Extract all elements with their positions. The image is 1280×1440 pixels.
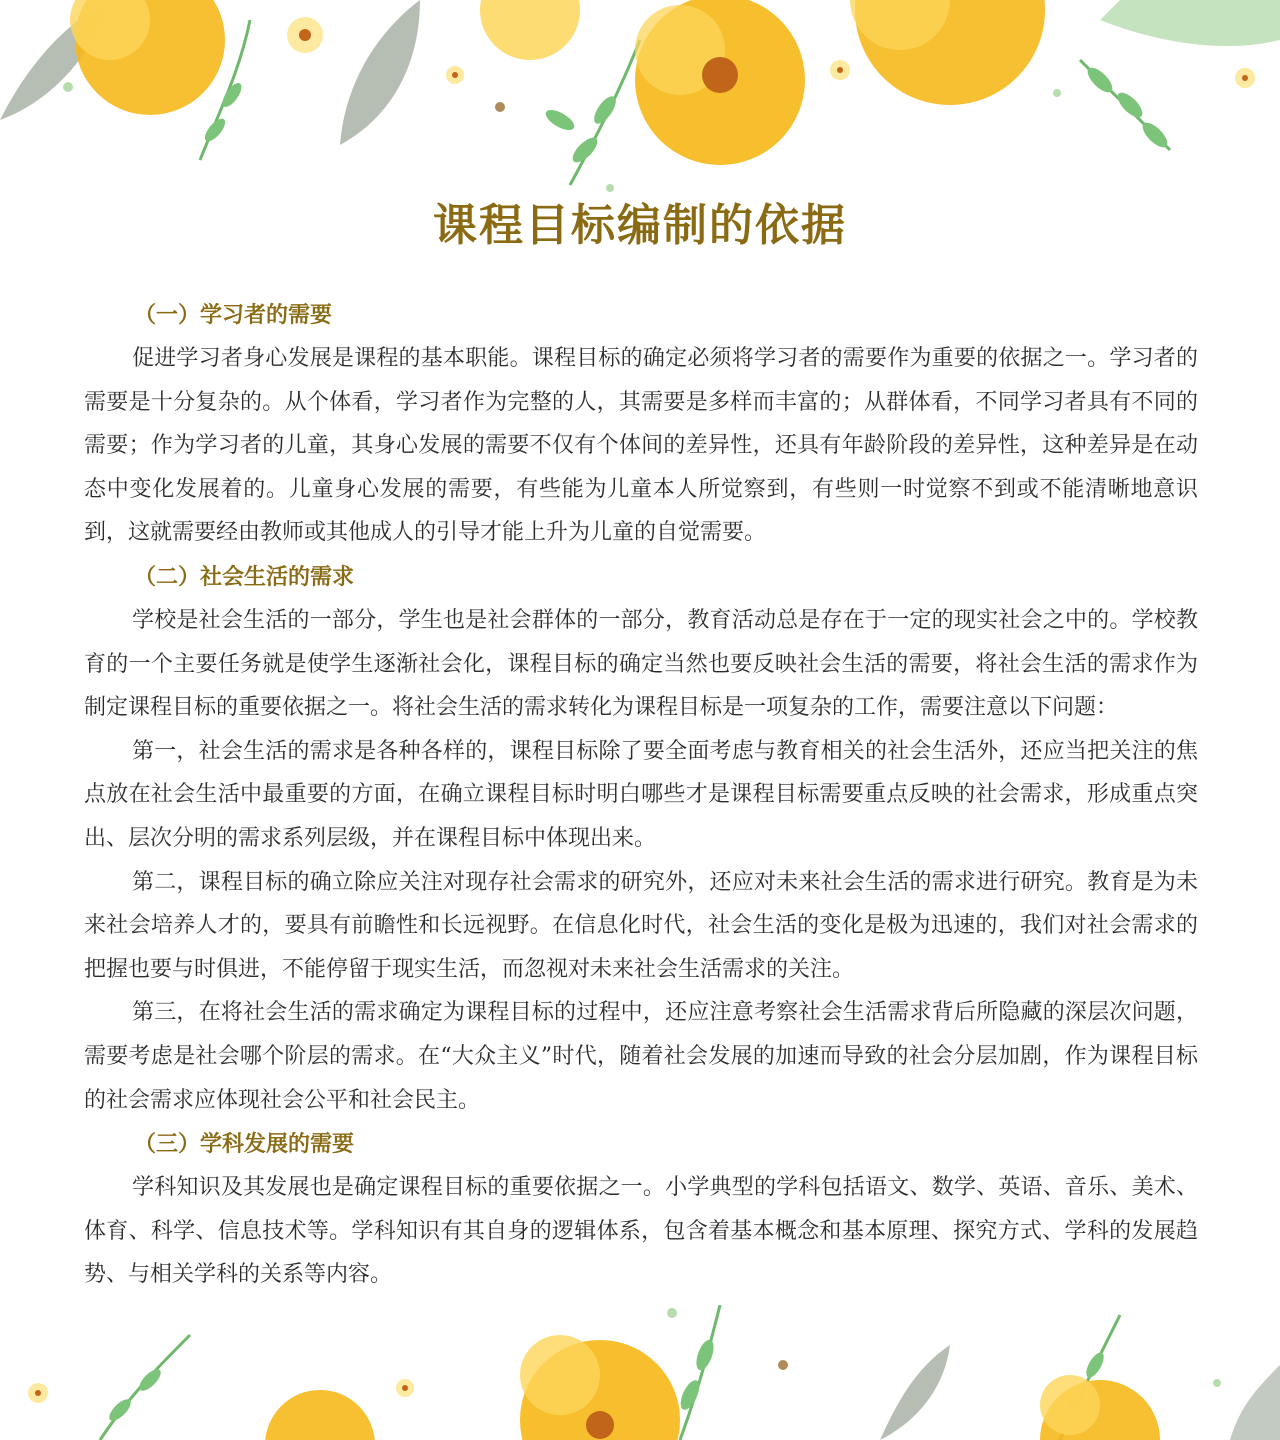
yellow-flower-icon	[850, 0, 1045, 105]
dot-decoration-icon	[63, 82, 1061, 192]
page-title: 课程目标编制的依据	[433, 200, 847, 251]
small-blossom-icon	[287, 17, 1255, 88]
section-heading-social-needs: （二）社会生活的需求	[134, 563, 355, 590]
floral-top-decoration	[0, 0, 1280, 200]
green-sprig-icon	[200, 20, 1170, 185]
yellow-flower-icon	[635, 0, 805, 165]
paragraph: 第二，课程目标的确立除应关注对现存社会需求的研究外，还应对未来社会生活的需求进行研究。教育是为未来社会培养人才的，要具有前瞻性和长远视野。在信息化时代，社会生活的变化是极为迅速的，我们对社会需求的把握也要与时俱进，不能停留于现实生活，而忽视对未来社会生活需求的关注。	[84, 869, 1198, 982]
section-heading-learner-needs: （一）学习者的需要	[134, 302, 333, 328]
grey-leaf-icon	[340, 0, 420, 145]
section-heading-subject-needs: （三）学科发展的需要	[134, 1131, 355, 1158]
article-body	[84, 293, 1198, 1297]
grey-leaf-icon	[880, 1345, 950, 1440]
grey-leaf-icon	[0, 0, 110, 120]
floral-bottom-decoration	[0, 1305, 1280, 1440]
paragraph: 学校是社会生活的一部分，学生也是社会群体的一部分，教育活动总是存在于一定的现实社会之中的。学校教育的一个主要任务就是使学生逐渐社会化，课程目标的确定当然也要反映社会生活的需要，将社会生活的需求作为制定课程目标的重要依据之一。将社会生活的需求转化为课程目标是一项复杂的工作，需要注意以下问题：	[84, 607, 1198, 721]
green-leaves-icon	[201, 64, 1171, 167]
paragraph: 第三，在将社会生活的需求确定为课程目标的过程中，还应注意考察社会生活需求背后所隐藏的深层次问题，需要考虑是社会哪个阶层的需求。在“大众主义”时代，随着社会发展的加速而导致的社会分层加剧，作为课程目标的社会需求应体现社会公平和社会民主。	[84, 1000, 1198, 1113]
paragraph: 促进学习者身心发展是课程的基本职能。课程目标的确定必须将学习者的需要作为重要的依据之一。学习者的需要是十分复杂的。从个体看，学习者作为完整的人，其需要是多样而丰富的；从群体看，不同学习者具有不同的需要；作为学习者的儿童，其身心发展的需要不仅有个体间的差异性，还具有年龄阶段的差异性，这种差异是在动态中变化发展着的。儿童身心发展的需要，有些能为儿童本人所觉察到，有些则一时觉察不到或不能清晰地意识到，这就需要经由教师或其他成人的引导才能上升为儿童的自觉需要。	[84, 346, 1198, 546]
grey-leaf-icon	[1230, 1365, 1280, 1440]
yellow-flower-icon	[1040, 1375, 1160, 1440]
yellow-flower-icon	[70, 0, 225, 115]
green-leaf-icon	[1100, 0, 1280, 46]
yellow-flower-icon	[265, 1390, 375, 1440]
yellow-flower-icon	[520, 1335, 680, 1440]
green-sprig-icon	[100, 1305, 1120, 1440]
paragraph: 学科知识及其发展也是确定课程目标的重要依据之一。小学典型的学科包括语文、数学、英语、音乐、美术、体育、科学、信息技术等。学科知识有其自身的逻辑体系，包含着基本概念和基本原理、探究方式、学科的发展趋势、与相关学科的关系等内容。	[84, 1175, 1198, 1288]
yellow-flower-icon	[480, 0, 580, 60]
small-blossom-icon	[28, 1379, 414, 1403]
paragraph: 第一，社会生活的需求是各种各样的，课程目标除了要全面考虑与教育相关的社会生活外，还应当把关注的焦点放在社会生活中最重要的方面，在确立课程目标时明白哪些才是课程目标需要重点反映的社会需求，形成重点突出、层次分明的需求系列层级，并在课程目标中体现出来。	[84, 738, 1198, 851]
dot-decoration-icon	[667, 1308, 1221, 1387]
green-leaves-icon	[106, 1338, 1107, 1425]
